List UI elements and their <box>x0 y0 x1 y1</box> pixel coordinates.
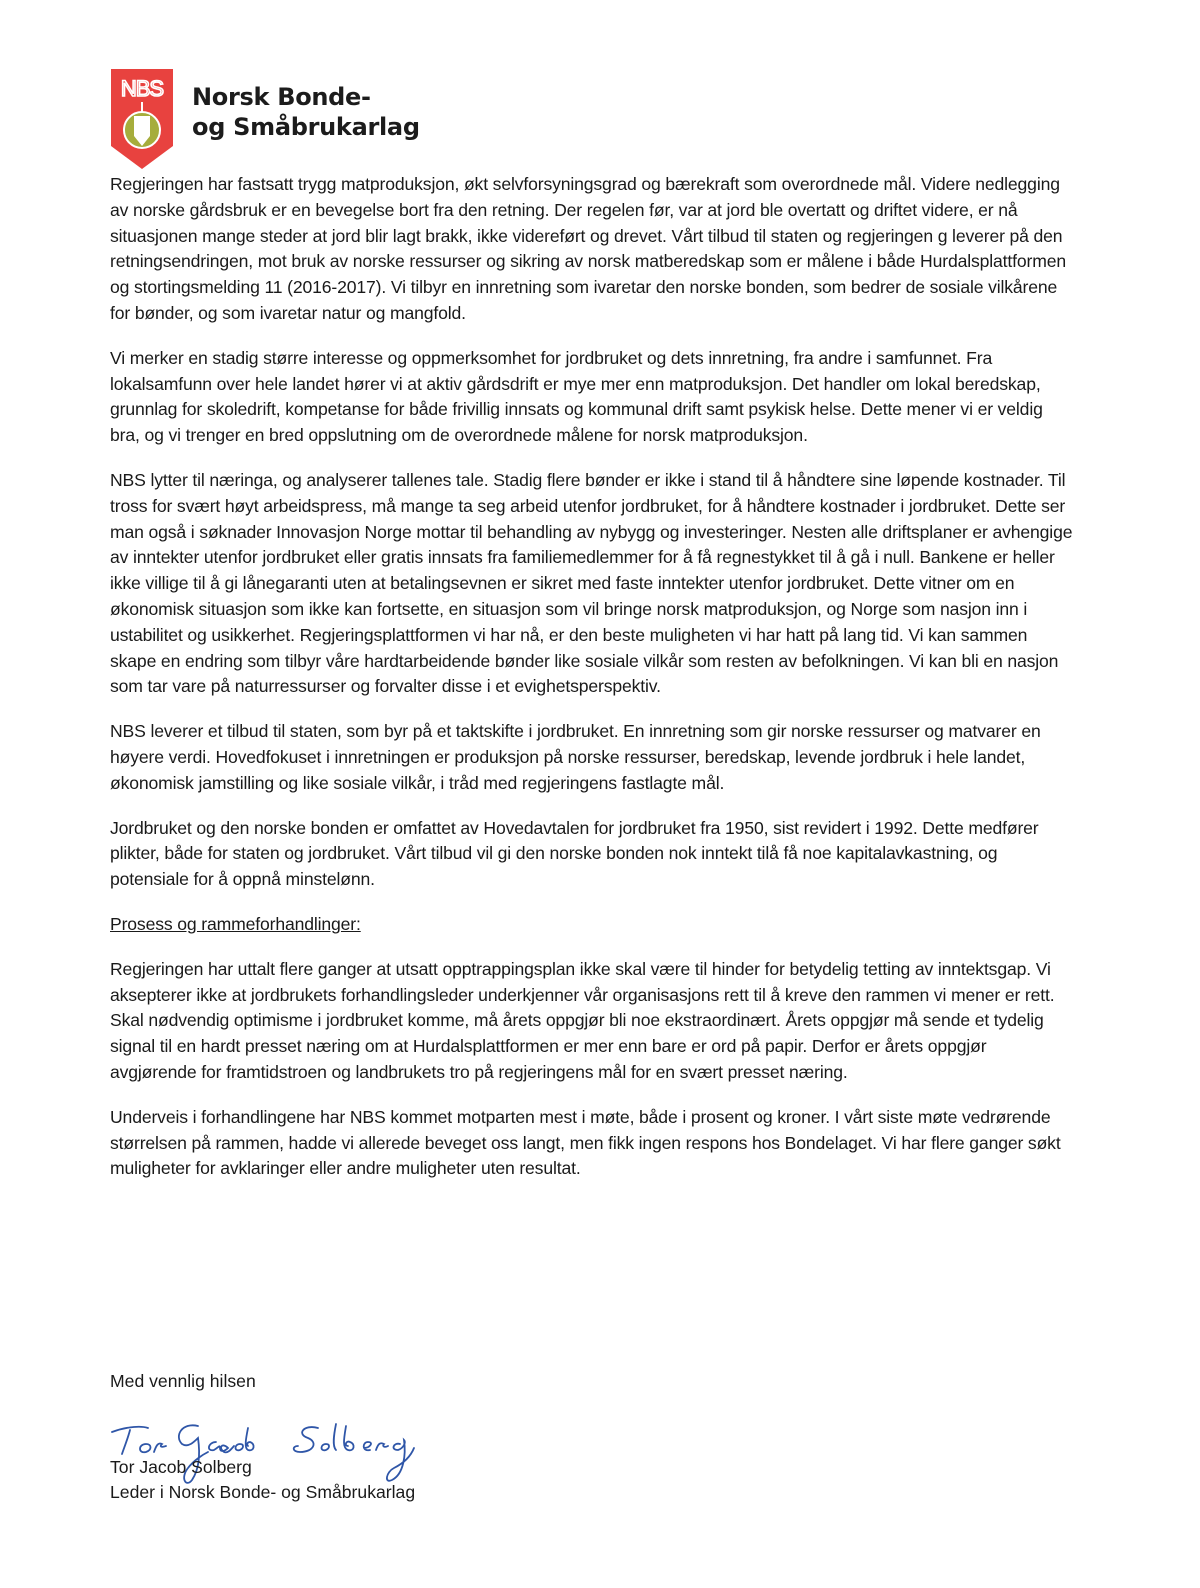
org-name-line2: og Småbrukarlag <box>192 113 420 141</box>
org-name <box>192 82 420 142</box>
paragraph: Jordbruket og den norske bonden er omfattet av Hovedavtalen for jordbruket fra 1950, sist revidert i 1992. Dette medfører plikter, både for staten og jordbruket. Vårt tilbud vil gi den norske bonden nok inntekt tilå få noe kapitalavkastning, og potensiale for å oppnå minstelønn. <box>110 817 1039 890</box>
paragraph: Regjeringen har uttalt flere ganger at utsatt opptrappingsplan ikke skal være til hinder for betydelig tetting av inntektsgap. Vi aksepterer ikke at jordbrukets forhandlingsleder underkjenner vår organisasjons rett til å kreve den rammen vi mener er rett. Skal nødvendig optimisme i jordbruket komme, må årets oppgjør bli noe ekstraordinært. Årets oppgjør må sende et tydelig signal til en hardt presset næring om at Hurdalsplattformen er mer enn bare er ord på papir. Derfor er årets oppgjør avgjørende for framtidstroen og landbrukets tro på regjeringens mål for en svært presset næring. <box>110 958 1055 1082</box>
paragraph: Vi merker en stadig større interesse og oppmerksomhet for jordbruket og dets innretning, fra andre i samfunnet. Fra lokalsamfunn over hele landet hører vi at aktiv gårdsdrift er mye mer enn matproduksjon. Det handler om lokal beredskap, grunnlag for skoledrift, kompetanse for både frivillig innsats og kommunal drift samt psykisk helse. Dette mener vi er veldig bra, og vi trenger en bred oppslutning om de overordnede målene for norsk matproduksjon. <box>110 347 1043 446</box>
closing-greeting: Med vennlig hilsen <box>110 1371 256 1391</box>
org-name-line1: Norsk Bonde- <box>192 83 371 111</box>
paragraph: NBS leverer et tilbud til staten, som byr på et taktskifte i jordbruket. En innretning som gir norske ressurser og matvarer en høyere verdi. Hovedfokuset i innretningen er produksjon på norske ressurser, beredskap, levende jordbruk i hele landet, økonomisk jamstilling og like sosiale vilkår, i tråd med regjeringens fastlagte mål. <box>110 721 1041 793</box>
paragraph: NBS lytter til næringa, og analyserer tallenes tale. Stadig flere bønder er ikke i stand til å håndtere sine løpende kostnader. Til tross for svært høyt arbeidspress, må mange ta seg arbeid utenfor jordbruket, for å håndtere kostnader i jordbruket. Dette ser man også i søknader Innovasjon Norge mottar til behandling av nybygg og investeringer. Nesten alle driftsplaner er avhengige av inntekter utenfor jordbruket eller gratis innsats fra familiemedlemmer for å få regnestykket til å gå i null. Bankene er heller ikke villige til å gi lånegaranti uten at betalingsevnen er sikret med faste inntekter utenfor jordbruket. Dette vitner om en økonomisk situasjon som ikke kan fortsette, en situasjon som vil bringe norsk matproduksjon, og Norge som nasjon inn i ustabilitet og usikkerhet. Regjeringsplattformen vi har nå, er den beste muligheten vi har hatt på lang tid. Vi kan sammen skape en endring som tilbyr våre hardtarbeidende bønder like sosiale vilkår som resten av befolkningen. Vi kan bli en nasjon som tar vare på naturressurser og forvalter disse i et evighetsperspektiv. <box>110 469 1073 697</box>
signatory-title: Leder i Norsk Bonde- og Småbrukarlag <box>110 1482 416 1502</box>
nbs-logo-icon <box>110 68 174 170</box>
paragraph: Underveis i forhandlingene har NBS kommet motparten mest i møte, både i prosent og kroner. I vårt siste møte vedrørende størrelsen på rammen, hadde vi allerede beveget oss langt, men fikk ingen respons hos Bondelaget. Vi har flere ganger søkt muligheter for avklaringer eller andre muligheter uten resultat. <box>110 1106 1061 1179</box>
signatory-name: Tor Jacob Solberg <box>110 1457 252 1477</box>
letter-body <box>110 172 1075 1201</box>
section-heading: Prosess og rammeforhandlinger: <box>110 913 361 934</box>
paragraph: Regjeringen har fastsatt trygg matproduksjon, økt selvforsyningsgrad og bærekraft som overordnede mål. Videre nedlegging av norske gårdsbruk er en bevegelse bort fra den retning. Der regelen før, var at jord ble overtatt og driftet videre, er nå situasjonen mange steder at jord blir lagt brakk, ikke videreført og drevet. Vårt tilbud til staten og regjeringen g leverer på den retningsendringen, mot bruk av norske ressurser og sikring av norsk matberedskap som er målene i både Hurdalsplattformen og stortingsmelding 11 (2016-2017). Vi tilbyr en innretning som ivaretar den norske bonden, som bedrer de sosiale vilkårene for bønder, og som ivaretar natur og mangfold. <box>110 174 1066 323</box>
svg-text:NBS: NBS <box>120 76 164 101</box>
